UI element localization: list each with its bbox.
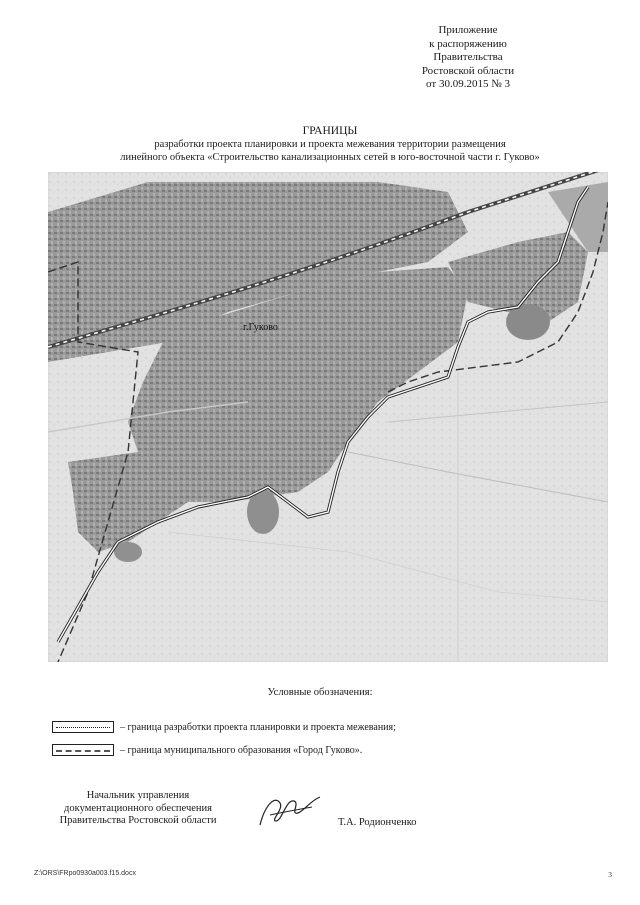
legend-item-municipal-boundary: [52, 743, 362, 757]
legend-swatch-planning: [52, 721, 114, 733]
city-label: г.Гуково: [243, 322, 278, 333]
position-line: документационного обеспечения: [64, 802, 212, 814]
appendix-line: Правительства: [433, 51, 503, 63]
title-line-1: разработки проекта планировки и проекта межевания территории размещения: [154, 139, 506, 150]
footer-file-path: Z:\ORS\FRpo0930a003.f15.docx: [34, 870, 136, 877]
title-line-2: линейного объекта «Строительство канализационных сетей в юго-восточной части г. Гуково»: [120, 152, 540, 163]
pond: [114, 542, 142, 562]
position-line: Начальник управления: [86, 790, 190, 801]
handwritten-signature: [250, 785, 330, 835]
map-area: [48, 172, 608, 662]
appendix-line: к распоряжению: [429, 37, 507, 50]
legend-text: – граница муниципального образования «Город Гуково».: [120, 744, 363, 756]
appendix-line: от 30.09.2015 № 3: [426, 78, 510, 90]
legend-swatch-municipal: [52, 744, 114, 756]
appendix-block: [358, 24, 578, 92]
title-main: ГРАНИЦЫ: [302, 125, 358, 137]
map-svg: [48, 172, 608, 662]
appendix-line: Ростовской области: [421, 64, 515, 77]
signatory-position: [48, 790, 228, 828]
signer-name: Т.А. Родионченко: [338, 817, 417, 828]
position-line: Правительства Ростовской области: [59, 815, 217, 826]
document-title: [40, 124, 620, 164]
legend-item-planning-boundary: [52, 720, 396, 734]
legend-text: – граница разработки проекта планировки и проекта межевания;: [120, 721, 396, 733]
legend-title: Условные обозначения:: [267, 687, 373, 698]
page-number: 3: [608, 870, 612, 879]
appendix-line: Приложение: [438, 24, 498, 36]
